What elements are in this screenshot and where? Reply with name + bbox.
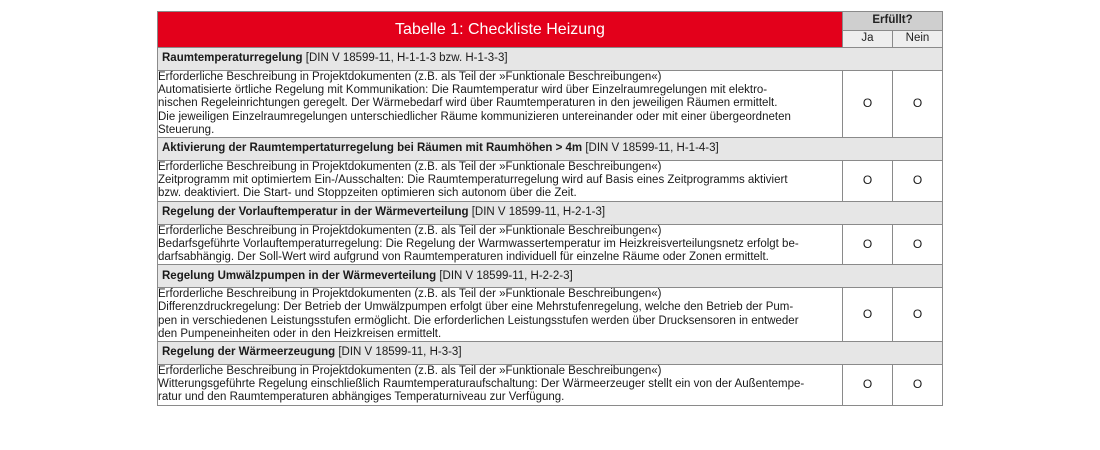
yes-option[interactable]: O bbox=[843, 224, 893, 265]
criterion-row bbox=[158, 365, 943, 406]
section-title: Regelung der Vorlauftemperatur in der Wärmeverteilung bbox=[162, 206, 469, 219]
section-header bbox=[158, 48, 943, 71]
criterion-description bbox=[158, 288, 843, 342]
section-header-row bbox=[158, 342, 943, 365]
no-option[interactable]: O bbox=[893, 365, 943, 406]
section-reference: [DIN V 18599-11, H-1-4-3] bbox=[582, 142, 719, 155]
criterion-description bbox=[158, 365, 843, 406]
no-option[interactable]: O bbox=[893, 224, 943, 265]
criterion-note: Erforderliche Beschreibung in Projektdokumenten (z.B. als Teil der »Funktionale Beschreibungen«) bbox=[158, 288, 662, 301]
criterion-description bbox=[158, 161, 843, 202]
criterion-description bbox=[158, 71, 843, 138]
yes-option[interactable]: O bbox=[843, 365, 893, 406]
criterion-description bbox=[158, 224, 843, 265]
section-header bbox=[158, 265, 943, 288]
checklist-table bbox=[157, 11, 943, 406]
criterion-body: Bedarfsgeführte Vorlauftemperaturregelung: Die Regelung der Warmwassertemperatur im Heizkreisverteilungsnetz erfolgt be- darfsabhängig. Der Soll-Wert wird aufgrund von Raumtemperaturen individuell für einzelne Räume oder Zonen ermittelt. bbox=[158, 237, 799, 264]
no-option[interactable]: O bbox=[893, 161, 943, 202]
criterion-row bbox=[158, 71, 943, 138]
fulfilled-header: Erfüllt? bbox=[843, 12, 943, 31]
section-reference: [DIN V 18599-11, H-2-1-3] bbox=[468, 206, 606, 219]
section-header-row bbox=[158, 48, 943, 71]
section-title: Regelung Umwälzpumpen in der Wärmeverteilung bbox=[162, 269, 437, 282]
section-title: Aktivierung der Raumtempertaturregelung bei Räumen mit Raumhöhen > 4m bbox=[162, 142, 583, 155]
criterion-body: Differenzdruckregelung: Der Betrieb der Umwälzpumpen erfolgt über eine Mehrstufenregelung, welche den Betrieb der Pum- pen in verschiedenen Leistungsstufen ermöglicht. Die erforderlichen Leistungsstufen werden über Drucksensoren in entweder den Pumpeneinheiten oder in den Heizkreisen ermittelt. bbox=[158, 301, 799, 340]
section-reference: [DIN V 18599-11, H-3-3] bbox=[335, 346, 462, 359]
criterion-row bbox=[158, 161, 943, 202]
yes-column-header: Ja bbox=[843, 30, 893, 48]
criterion-body: Witterungsgeführte Regelung einschließlich Raumtemperaturaufschaltung: Der Wärmeerzeuger stellt ein von der Außentempe- ratur und den Raumtemperaturen abhängiges Temperaturniveau zur Verfügung. bbox=[158, 378, 805, 404]
section-reference: [DIN V 18599-11, H-2-2-3] bbox=[436, 269, 573, 282]
criterion-note: Erforderliche Beschreibung in Projektdokumenten (z.B. als Teil der »Funktionale Beschreibungen«) bbox=[158, 161, 662, 174]
section-header bbox=[158, 342, 943, 365]
criterion-note: Erforderliche Beschreibung in Projektdokumenten (z.B. als Teil der »Funktionale Beschreibungen«) bbox=[158, 365, 662, 378]
no-column-header: Nein bbox=[893, 30, 943, 48]
section-title: Regelung der Wärmeerzeugung bbox=[162, 346, 336, 359]
criterion-row bbox=[158, 224, 943, 265]
criterion-note: Erforderliche Beschreibung in Projektdokumenten (z.B. als Teil der »Funktionale Beschreibungen«) bbox=[158, 71, 662, 83]
yes-option[interactable]: O bbox=[843, 288, 893, 342]
criterion-note: Erforderliche Beschreibung in Projektdokumenten (z.B. als Teil der »Funktionale Beschreibungen«) bbox=[158, 224, 662, 237]
yes-option[interactable]: O bbox=[843, 71, 893, 138]
section-header-row bbox=[158, 201, 943, 224]
section-header-row bbox=[158, 138, 943, 161]
no-option[interactable]: O bbox=[893, 71, 943, 138]
yes-option[interactable]: O bbox=[843, 161, 893, 202]
table-title: Tabelle 1: Checkliste Heizung bbox=[158, 12, 843, 48]
criterion-body: Automatisierte örtliche Regelung mit Kommunikation: Die Raumtemperatur wird über Einzelraumregelungen mit elektro- nischen Regeleinrichtungen geregelt. Der Wärmebedarf wird über Raumtemperaturen in den jeweiligen Räumen ermittelt. Die jeweiligen Einzelraumregelungen unterschiedlicher Räume kommunizieren untereinander oder mit einer übergeordneten Steuerung. bbox=[158, 84, 791, 136]
section-header bbox=[158, 138, 943, 161]
no-option[interactable]: O bbox=[893, 288, 943, 342]
section-title: Raumtemperaturregelung bbox=[162, 52, 303, 65]
section-header bbox=[158, 201, 943, 224]
criterion-body: Zeitprogramm mit optimiertem Ein-/Ausschalten: Die Raumtemperaturregelung wird auf Basis eines Zeitprogramms aktiviert bzw. deaktiviert. Die Start- und Stoppzeiten optimieren sich autonom über die Zeit. bbox=[158, 174, 788, 200]
section-header-row bbox=[158, 265, 943, 288]
criterion-row bbox=[158, 288, 943, 342]
section-reference: [DIN V 18599-11, H-1-1-3 bzw. H-1-3-3] bbox=[302, 52, 508, 65]
